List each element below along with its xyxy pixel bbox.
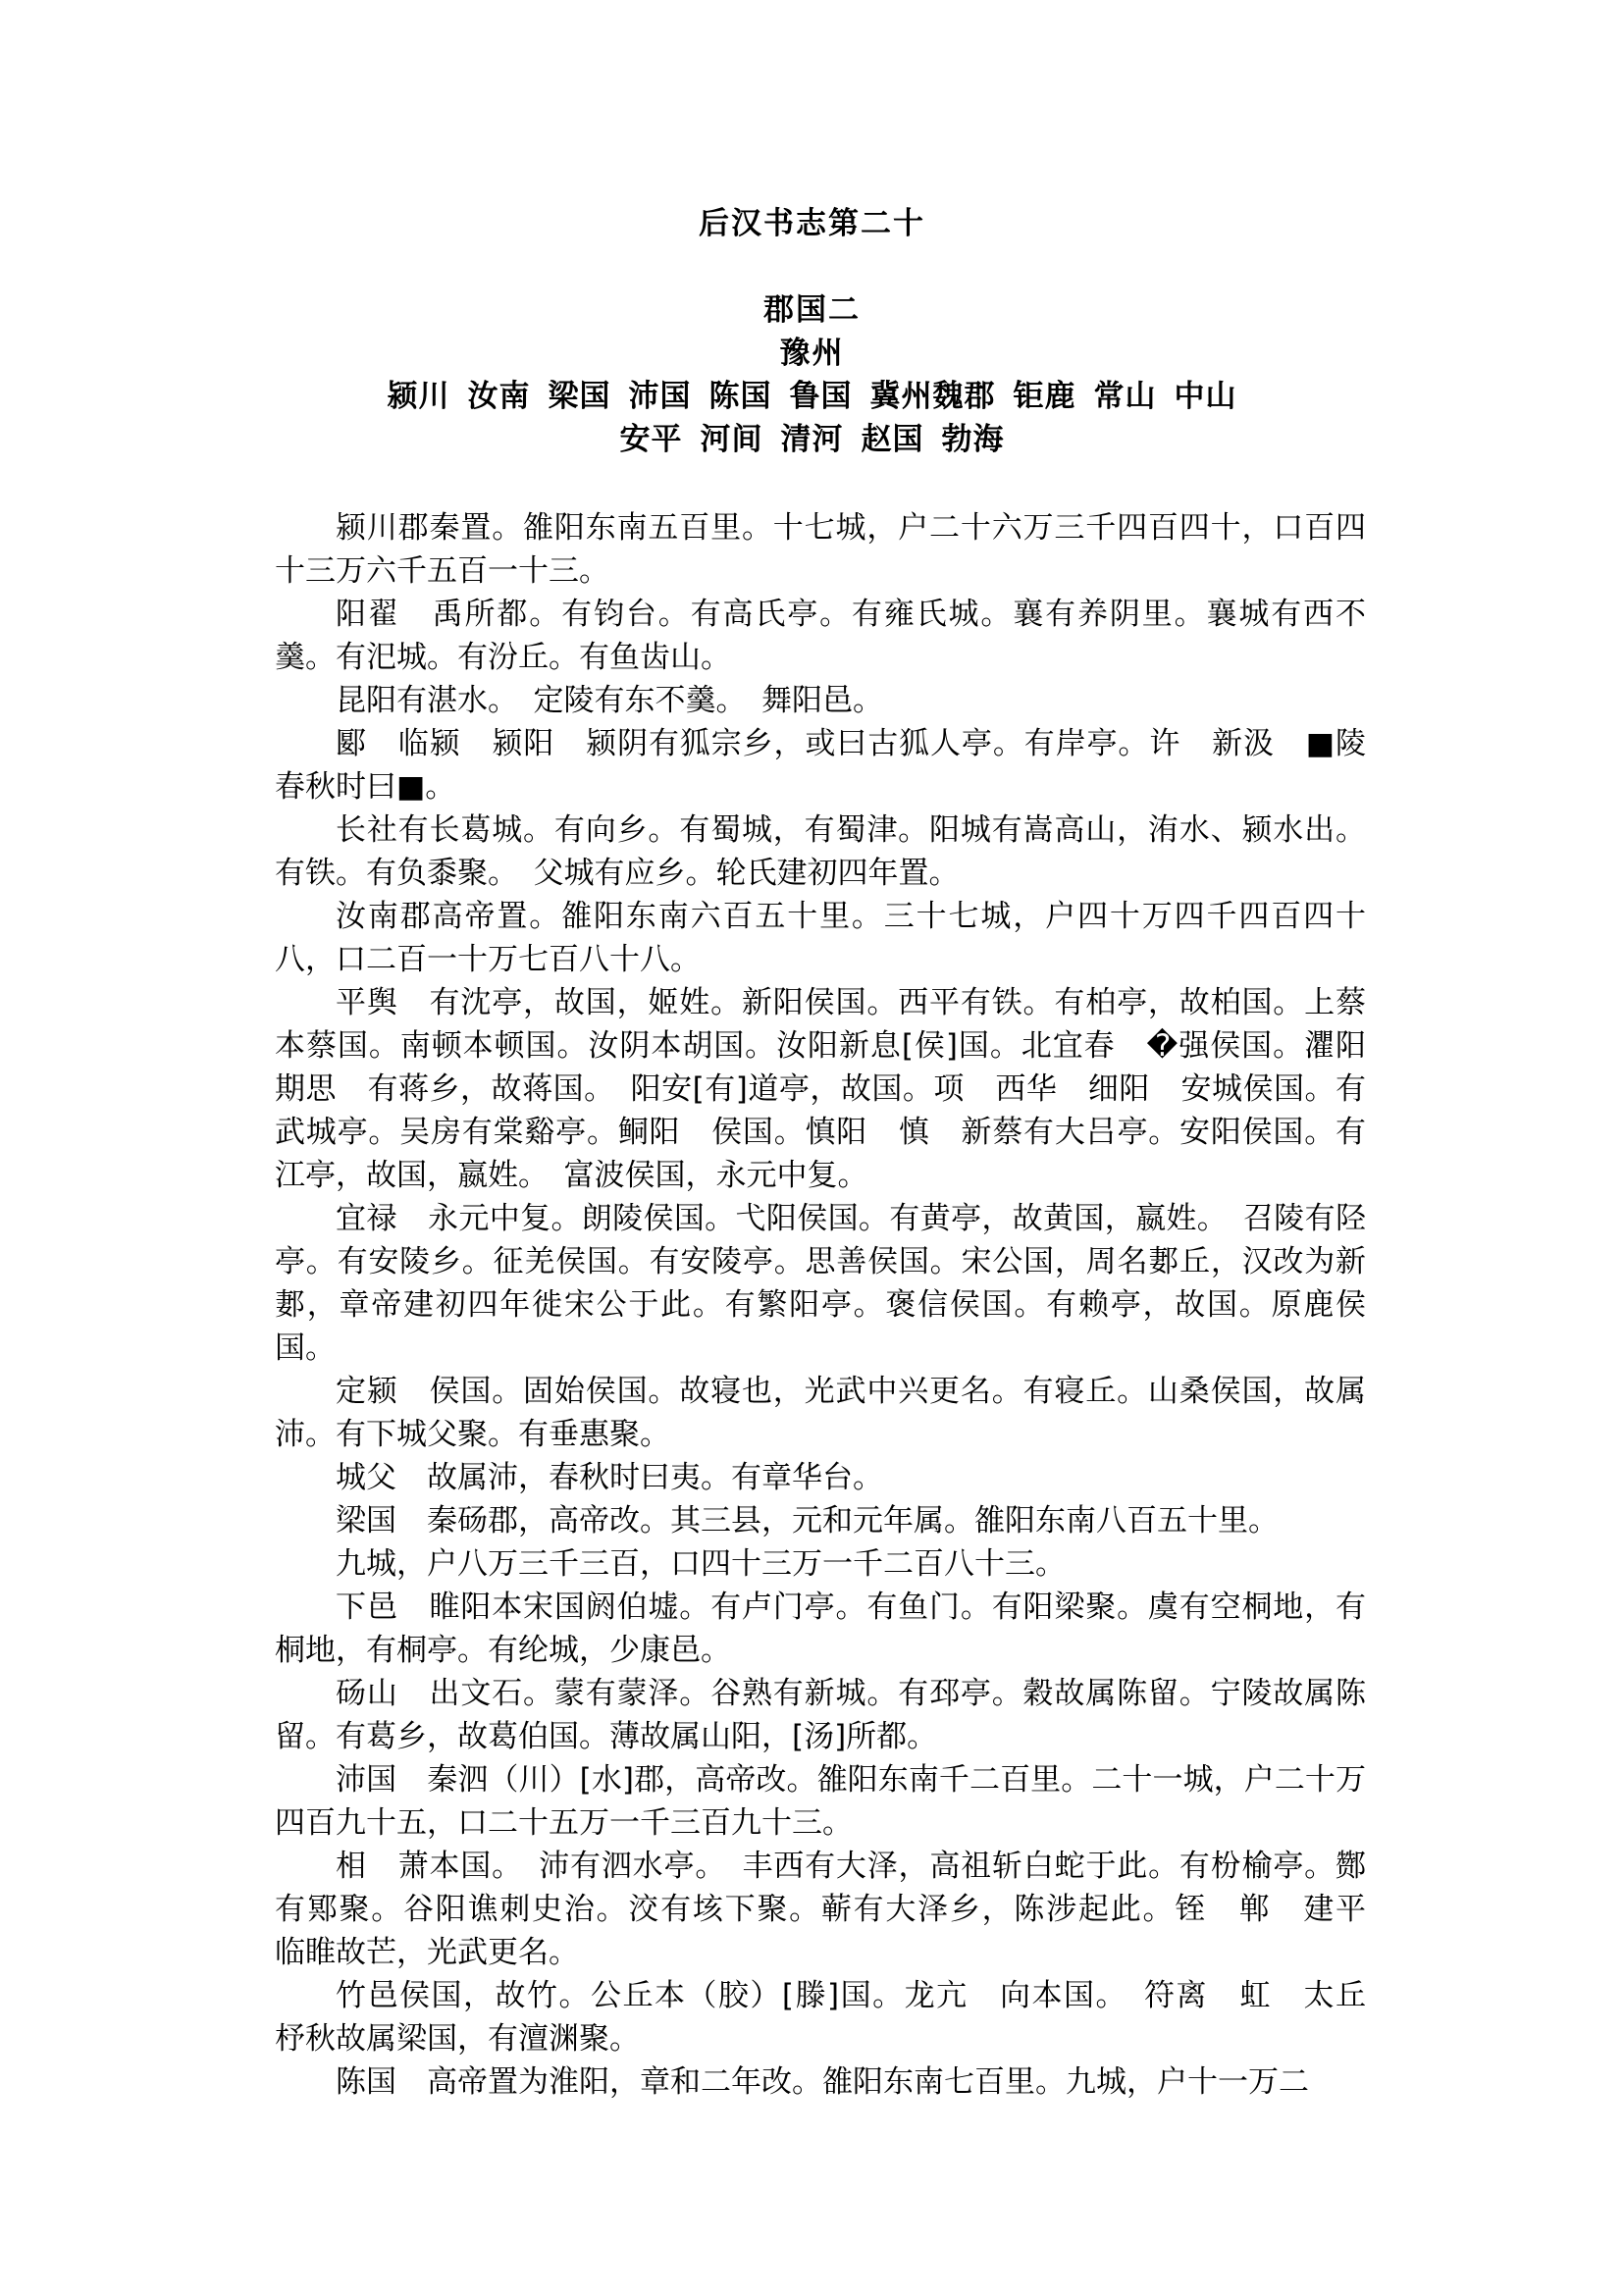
- body-paragraph: 沛国 秦泗（川）[水]郡，高帝改。雒阳东南千二百里。二十一城，户二十万四百九十五，口二十五万一千三百九十三。: [275, 1762, 1366, 1841]
- commandery-name: 清河: [780, 422, 844, 457]
- body-paragraph: 砀山 出文石。蒙有蒙泽。谷熟有新城。有邳亭。穀故属陈留。宁陵故属陈留。有葛乡，故葛伯国。薄故属山阳，[汤]所都。: [275, 1676, 1366, 1754]
- commandery-name: 梁国: [548, 379, 611, 414]
- commandery-name: 中山: [1174, 379, 1237, 414]
- body-text: [275, 506, 1396, 2104]
- body-paragraph: 梁国 秦砀郡，高帝改。其三县，元和元年属。雒阳东南八百五十里。: [336, 1503, 1279, 1538]
- body-paragraph: 下邑 睢阳本宋国阏伯墟。有卢门亭。有鱼门。有阳梁聚。虞有空桐地，有桐地，有桐亭。有纶城，少康邑。: [275, 1590, 1366, 1668]
- heading-spacer: [275, 245, 1349, 288]
- document-title: 后汉书志第二十: [699, 206, 925, 241]
- body-paragraph: 昆阳有湛水。 定陵有东不羹。 舞阳邑。: [336, 683, 883, 718]
- commandery-name: 安平: [619, 422, 683, 457]
- commandery-name: 鲁国: [789, 379, 853, 414]
- body-paragraph: 相 萧本国。 沛有泗水亭。 丰西有大泽，高祖斩白蛇于此。有枌榆亭。酂 有鄍聚。谷阳谯刺史治。洨有垓下聚。蕲有大泽乡，陈涉起此。铚 郸 建平 临睢故芒，光武更名。: [275, 1849, 1396, 1970]
- province-title: 豫州: [779, 336, 845, 371]
- commandery-name: 沛国: [628, 379, 692, 414]
- commandery-name: 冀州魏郡: [869, 379, 996, 414]
- body-paragraph: 汝南郡高帝置。雒阳东南六百五十里。三十七城，户四十万四千四百四十八，口二百一十万七百八十八。: [275, 899, 1366, 977]
- body-paragraph: 郾 临颍 颍阳 颍阴有狐宗乡，或曰古狐人亭。有岸亭。许 新汲 ■陵春秋时曰■。: [275, 726, 1366, 805]
- commandery-name: 河间: [700, 422, 763, 457]
- commandery-name: 汝南: [467, 379, 531, 414]
- body-paragraph: 阳翟 禹所都。有钧台。有高氏亭。有雍氏城。襄有养阴里。襄城有西不羹。有汜城。有汾丘。有鱼齿山。: [275, 597, 1366, 675]
- commandery-name: 颍川: [387, 379, 450, 414]
- commandery-name: 勃海: [941, 422, 1005, 457]
- commandery-name: 陈国: [708, 379, 772, 414]
- body-paragraph: 陈国 高帝置为淮阳，章和二年改。雒阳东南七百里。九城，户十一万二: [336, 2064, 1309, 2100]
- commandery-list-line-2: [275, 418, 1349, 461]
- body-paragraph: 竹邑侯国，故竹。公丘本（胶）[滕]国。龙亢 向本国。 符离 虹 太丘 杼秋故属梁国，有澶渊聚。: [275, 1978, 1396, 2057]
- body-paragraph: 城父 故属沛，春秋时曰夷。有章华台。: [336, 1460, 883, 1495]
- body-paragraph: 颍川郡秦置。雒阳东南五百里。十七城，户二十六万三千四百四十，口百四十三万六千五百一十三。: [275, 510, 1366, 589]
- body-paragraph: 宜禄 永元中复。朗陵侯国。弋阳侯国。有黄亭，故黄国，嬴姓。 召陵有陉亭。有安陵乡。征羌侯国。有安陵亭。思善侯国。宋公国，周名郪丘，汉改为新郪，章帝建初四年徙宋公于此。有繁阳亭。褒信侯国。有赖亭，故国。原鹿侯国。: [275, 1201, 1366, 1366]
- body-paragraph: 长社有长葛城。有向乡。有蜀城，有蜀津。阳城有嵩高山，洧水、颍水出。有铁。有负黍聚。 父城有应乡。轮氏建初四年置。: [275, 812, 1366, 891]
- commandery-name: 钜鹿: [1013, 379, 1076, 414]
- commandery-name: 常山: [1093, 379, 1157, 414]
- commandery-name: 赵国: [861, 422, 924, 457]
- body-paragraph: 九城，户八万三千三百，口四十三万一千二百八十三。: [336, 1546, 1066, 1582]
- body-paragraph: 定颍 侯国。固始侯国。故寝也，光武中兴更名。有寝丘。山桑侯国，故属沛。有下城父聚。有垂惠聚。: [275, 1374, 1366, 1452]
- body-paragraph: 平舆 有沈亭，故国，姬姓。新阳侯国。西平有铁。有柏亭，故柏国。上蔡本蔡国。南顿本顿国。汝阴本胡国。汝阳新息[侯]国。北宜春 �强侯国。灈阳 期思 有蒋乡，故蒋国。 阳安[有]道亭，故国。项 西华 细阳 安城侯国。有武城亭。吴房有棠谿亭。鲖阳 侯国。慎阳 慎 新蔡有大吕亭。安阳侯国。有江亭，故国，嬴姓。 富波侯国，永元中复。: [275, 985, 1396, 1193]
- commandery-list-line-1: [275, 375, 1349, 418]
- document-headings: [275, 202, 1349, 461]
- section-title: 郡国二: [763, 292, 861, 328]
